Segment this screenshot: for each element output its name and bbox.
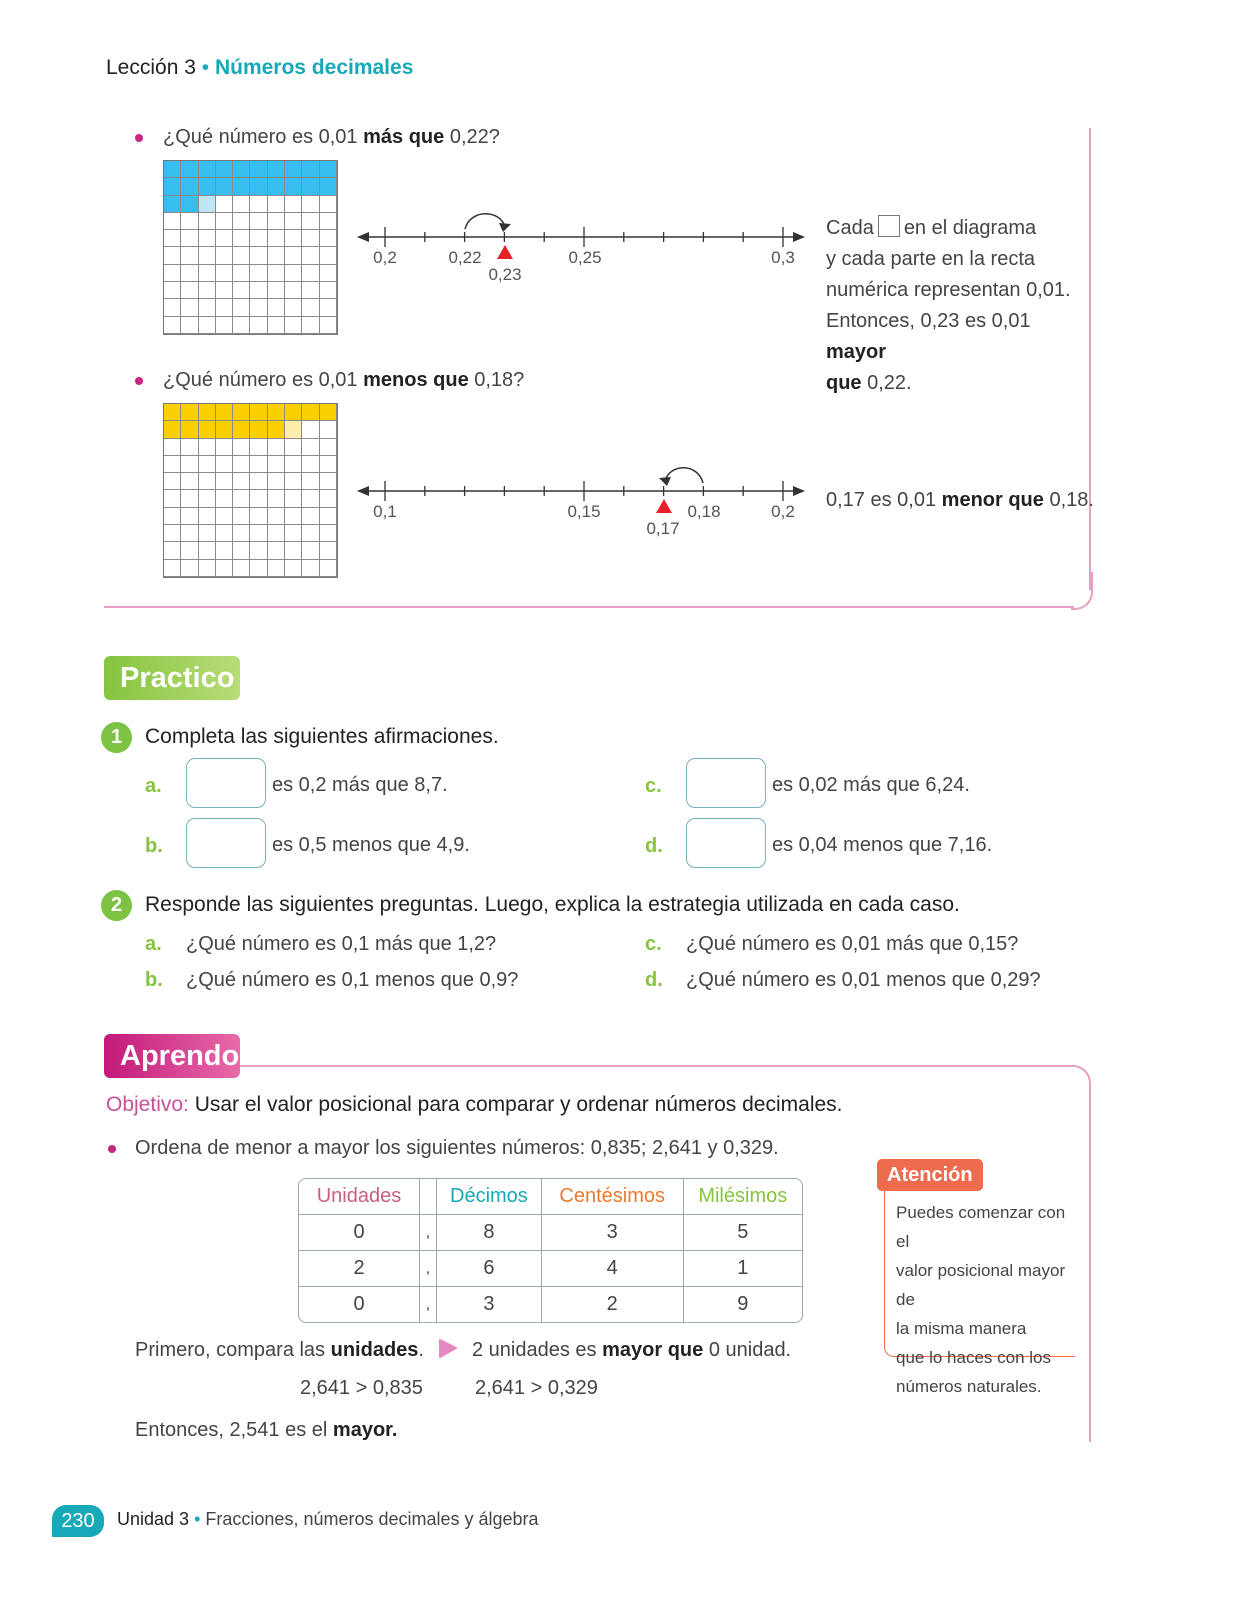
grid-cell <box>216 282 233 299</box>
grid-cell <box>285 282 302 299</box>
lesson-header <box>106 56 413 80</box>
grid-cell <box>233 196 250 213</box>
marker-triangle-icon <box>656 499 672 513</box>
grid-cell <box>199 196 216 213</box>
answer-box-d[interactable] <box>686 818 766 868</box>
grid-cell <box>199 161 216 178</box>
cell: 8 <box>437 1215 542 1251</box>
grid-cell <box>199 282 216 299</box>
number-line-1 <box>355 205 810 290</box>
grid-cell <box>250 299 267 316</box>
grid-cell <box>164 196 181 213</box>
grid-cell <box>285 542 302 559</box>
grid-cell <box>268 456 285 473</box>
grid-cell <box>216 421 233 438</box>
comparison-2: 2,641 > 0,329 <box>475 1377 598 1399</box>
table-row <box>299 1215 802 1251</box>
grid-cell <box>268 317 285 334</box>
nl2-label: 0,2 <box>771 502 795 521</box>
grid-cell <box>285 196 302 213</box>
grid-cell <box>285 317 302 334</box>
attention-text: Puedes comenzar con el valor posicional mayor de la misma manera que lo haces con los números naturales. <box>896 1203 1066 1396</box>
grid-cell <box>216 404 233 421</box>
cell: 4 <box>541 1251 683 1287</box>
grid-cell <box>320 265 337 282</box>
grid-cell <box>268 178 285 195</box>
grid-cell <box>320 178 337 195</box>
grid-cell <box>164 490 181 507</box>
grid-cell <box>250 213 267 230</box>
grid-cell <box>268 265 285 282</box>
grid-cell <box>216 299 233 316</box>
bullet-icon <box>135 134 143 142</box>
jump-arrow-icon <box>665 468 703 483</box>
jump-arrow-icon <box>465 214 505 229</box>
grid-cell <box>268 404 285 421</box>
grid-cell <box>199 317 216 334</box>
grid-cell <box>302 456 319 473</box>
grid-cell <box>164 230 181 247</box>
grid-cell <box>164 525 181 542</box>
comparison-1: 2,641 > 0,835 <box>300 1377 423 1399</box>
ordering-task: Ordena de menor a mayor los siguientes números: 0,835; 2,641 y 0,329. <box>135 1137 779 1159</box>
grid-cell <box>181 560 198 577</box>
frame-bottom-top <box>104 606 1074 608</box>
grid-cell <box>164 421 181 438</box>
grid-cell <box>233 439 250 456</box>
grid-cell <box>164 178 181 195</box>
grid-cell <box>320 282 337 299</box>
grid-cell <box>250 560 267 577</box>
play-arrow-icon <box>437 1338 459 1360</box>
grid-cell <box>302 421 319 438</box>
grid-cell <box>320 213 337 230</box>
exercise2-instruction: Responde las siguientes preguntas. Luego, explica la estrategia utilizada en cada caso. <box>145 893 960 916</box>
grid-cell <box>285 560 302 577</box>
grid-cell <box>199 439 216 456</box>
grid-cell <box>302 178 319 195</box>
grid-cell <box>320 196 337 213</box>
grid-cell <box>164 473 181 490</box>
question-d: ¿Qué número es 0,01 menos que 0,29? <box>686 969 1041 991</box>
grid-cell <box>199 456 216 473</box>
grid-cell <box>250 490 267 507</box>
grid-cell <box>233 490 250 507</box>
grid-cell <box>285 439 302 456</box>
grid-cell <box>302 196 319 213</box>
grid-cell <box>181 317 198 334</box>
grid-cell <box>216 439 233 456</box>
statement-d: es 0,04 menos que 7,16. <box>772 834 993 856</box>
nl2-label: 0,18 <box>687 502 721 521</box>
header-centesimos: Centésimos <box>541 1179 683 1215</box>
frame-right-aprendo <box>1089 1090 1091 1442</box>
grid-cell <box>268 196 285 213</box>
grid-cell <box>268 161 285 178</box>
exercise1-instruction: Completa las siguientes afirmaciones. <box>145 725 499 748</box>
grid-cell <box>285 421 302 438</box>
marker-triangle-icon <box>497 245 513 259</box>
grid-cell <box>320 490 337 507</box>
grid-cell <box>233 473 250 490</box>
grid-cell <box>302 161 319 178</box>
grid-cell <box>233 265 250 282</box>
grid-cell <box>199 404 216 421</box>
grid-cell <box>285 178 302 195</box>
frame-corner-top <box>1071 572 1093 610</box>
grid-cell <box>320 317 337 334</box>
nl2-label: 0,1 <box>373 502 397 521</box>
grid-cell <box>216 178 233 195</box>
nl2-label: 0,15 <box>567 502 601 521</box>
cell: 2 <box>541 1287 683 1323</box>
comma-cell: , <box>420 1215 437 1251</box>
grid-cell <box>233 178 250 195</box>
grid-cell <box>320 404 337 421</box>
grid-cell <box>285 265 302 282</box>
lesson-topic: Números decimales <box>214 56 414 79</box>
statement-c: es 0,02 más que 6,24. <box>772 774 970 796</box>
cell: 0 <box>299 1287 420 1323</box>
comma-cell: , <box>420 1251 437 1287</box>
frame-top-aprendo <box>236 1065 1074 1067</box>
grid-cell <box>320 456 337 473</box>
cell: 3 <box>541 1215 683 1251</box>
grid-cell <box>216 560 233 577</box>
cell: 6 <box>437 1251 542 1287</box>
answer-box-a[interactable] <box>186 758 266 808</box>
grid-cell <box>285 213 302 230</box>
item-letter: b. <box>145 969 163 991</box>
grid-cell <box>233 282 250 299</box>
aprendo-tab: Aprendo <box>104 1034 240 1078</box>
grid-cell <box>250 542 267 559</box>
grid-cell <box>302 230 319 247</box>
grid-cell <box>285 508 302 525</box>
grid-cell <box>250 508 267 525</box>
grid-cell <box>302 508 319 525</box>
footer-text: Unidad 3 • Fracciones, números decimales y álgebra <box>117 1509 539 1529</box>
grid-cell <box>216 456 233 473</box>
grid-cell <box>181 421 198 438</box>
bullet-icon <box>108 1145 116 1153</box>
grid-cell <box>302 404 319 421</box>
nl1-label: 0,25 <box>568 248 602 267</box>
grid-cell <box>216 230 233 247</box>
comma-column <box>420 1179 437 1215</box>
grid-cell <box>285 473 302 490</box>
header-separator: • <box>201 56 210 79</box>
grid-cell <box>233 213 250 230</box>
statement-b: es 0,5 menos que 4,9. <box>272 834 470 856</box>
grid-cell <box>216 317 233 334</box>
grid-cell <box>320 421 337 438</box>
step1: Primero, compara las unidades. <box>135 1339 424 1361</box>
grid-cell <box>320 560 337 577</box>
frame-corner-aprendo <box>1071 1065 1091 1095</box>
grid-cell <box>164 456 181 473</box>
grid-cell <box>302 265 319 282</box>
example1-explanation: Cada en el diagrama y cada parte en la recta numérica representan 0,01. Entonces, 0,23 es 0,01 mayor que 0,22. <box>826 217 1071 394</box>
grid-cell <box>216 265 233 282</box>
grid-cell <box>285 247 302 264</box>
grid-cell <box>302 247 319 264</box>
exercise-number-badge: 1 <box>101 722 132 753</box>
grid-cell <box>216 542 233 559</box>
table-header-row <box>299 1179 802 1215</box>
grid-cell <box>199 421 216 438</box>
grid-cell <box>320 247 337 264</box>
grid-cell <box>268 230 285 247</box>
grid-cell <box>268 525 285 542</box>
grid-cell <box>233 542 250 559</box>
grid-cell <box>216 247 233 264</box>
item-letter: d. <box>645 969 663 991</box>
cell: 9 <box>683 1287 802 1323</box>
grid-cell <box>164 404 181 421</box>
grid-cell <box>199 178 216 195</box>
grid-cell <box>181 299 198 316</box>
grid-cell <box>320 230 337 247</box>
grid-cell <box>199 265 216 282</box>
answer-box-b[interactable] <box>186 818 266 868</box>
grid-cell <box>268 421 285 438</box>
grid-cell <box>164 161 181 178</box>
grid-cell <box>233 317 250 334</box>
grid-cell <box>268 542 285 559</box>
item-letter: a. <box>145 933 162 955</box>
place-value-table <box>298 1178 803 1323</box>
grid-cell <box>302 542 319 559</box>
grid-cell <box>181 439 198 456</box>
grid-cell <box>181 213 198 230</box>
grid-cell <box>164 508 181 525</box>
grid-cell <box>302 560 319 577</box>
grid-cell <box>199 525 216 542</box>
answer-box-c[interactable] <box>686 758 766 808</box>
grid-cell <box>302 213 319 230</box>
grid-cell <box>181 404 198 421</box>
grid-cell <box>199 230 216 247</box>
grid-cell <box>199 490 216 507</box>
grid-cell <box>216 196 233 213</box>
attention-tab: Atención <box>877 1159 983 1191</box>
grid-cell <box>268 299 285 316</box>
conclusion: Entonces, 2,541 es el mayor. <box>135 1419 398 1441</box>
header-milesimos: Milésimos <box>683 1179 802 1215</box>
cell: 5 <box>683 1215 802 1251</box>
grid-cell <box>164 439 181 456</box>
comma-cell: , <box>420 1287 437 1323</box>
cell: 3 <box>437 1287 542 1323</box>
nl1-label: 0,22 <box>448 248 482 267</box>
grid-cell <box>268 213 285 230</box>
grid-cell <box>199 247 216 264</box>
grid-cell <box>216 490 233 507</box>
grid-cell <box>199 299 216 316</box>
grid-cell <box>250 247 267 264</box>
frame-right-top <box>1089 128 1091 590</box>
item-letter: c. <box>645 933 662 955</box>
grid-cell <box>320 473 337 490</box>
practico-tab: Practico <box>104 656 240 700</box>
grid-cell <box>181 247 198 264</box>
item-letter: a. <box>145 775 162 797</box>
example2-question: ¿Qué número es 0,01 menos que 0,18? <box>163 369 525 391</box>
grid-cell <box>216 525 233 542</box>
grid-cell <box>250 456 267 473</box>
grid-cell <box>181 196 198 213</box>
hundred-grid-yellow <box>163 403 338 578</box>
grid-cell <box>199 213 216 230</box>
grid-cell <box>285 456 302 473</box>
grid-cell <box>216 161 233 178</box>
grid-cell <box>181 230 198 247</box>
grid-cell <box>285 404 302 421</box>
item-letter: d. <box>645 835 663 857</box>
bullet-icon <box>135 377 143 385</box>
grid-cell <box>285 230 302 247</box>
grid-cell <box>250 421 267 438</box>
grid-cell <box>233 456 250 473</box>
cell: 1 <box>683 1251 802 1287</box>
nl1-label: 0,23 <box>488 265 522 284</box>
objective: Objetivo: Usar el valor posicional para comparar y ordenar números decimales. <box>106 1093 843 1116</box>
grid-cell <box>199 542 216 559</box>
item-letter: c. <box>645 775 662 797</box>
nl1-label: 0,3 <box>771 248 795 267</box>
grid-cell <box>250 473 267 490</box>
grid-cell <box>199 560 216 577</box>
grid-cell <box>302 282 319 299</box>
grid-cell <box>302 317 319 334</box>
grid-cell <box>199 473 216 490</box>
grid-cell <box>268 508 285 525</box>
grid-cell <box>216 213 233 230</box>
grid-cell <box>233 508 250 525</box>
nl2-label: 0,17 <box>646 519 680 538</box>
grid-cell <box>181 542 198 559</box>
grid-cell <box>268 473 285 490</box>
grid-cell <box>320 161 337 178</box>
grid-cell <box>302 299 319 316</box>
grid-cell <box>250 265 267 282</box>
header-unidades: Unidades <box>299 1179 420 1215</box>
grid-cell <box>181 525 198 542</box>
grid-cell <box>250 230 267 247</box>
statement-a: es 0,2 más que 8,7. <box>272 774 448 796</box>
example2-explanation: 0,17 es 0,01 menor que 0,18. <box>826 489 1094 511</box>
grid-cell <box>250 178 267 195</box>
hundred-grid-blue <box>163 160 338 335</box>
grid-cell <box>164 317 181 334</box>
grid-cell <box>233 404 250 421</box>
grid-cell <box>320 299 337 316</box>
grid-cell <box>302 473 319 490</box>
question-a: ¿Qué número es 0,1 más que 1,2? <box>186 933 497 955</box>
grid-cell <box>233 299 250 316</box>
grid-cell <box>250 196 267 213</box>
grid-cell <box>320 439 337 456</box>
grid-cell <box>164 247 181 264</box>
grid-cell <box>164 265 181 282</box>
grid-cell <box>181 282 198 299</box>
square-icon <box>878 215 900 237</box>
grid-cell <box>285 490 302 507</box>
cell: 0 <box>299 1215 420 1251</box>
grid-cell <box>302 525 319 542</box>
grid-cell <box>285 525 302 542</box>
grid-cell <box>181 456 198 473</box>
grid-cell <box>250 317 267 334</box>
grid-cell <box>216 508 233 525</box>
grid-cell <box>181 265 198 282</box>
grid-cell <box>233 230 250 247</box>
lesson-number: Lección 3 <box>106 56 196 79</box>
grid-cell <box>268 560 285 577</box>
cell: 2 <box>299 1251 420 1287</box>
example1-question: ¿Qué número es 0,01 más que 0,22? <box>163 126 500 148</box>
grid-cell <box>320 525 337 542</box>
grid-cell <box>285 299 302 316</box>
grid-cell <box>302 490 319 507</box>
table-row <box>299 1251 802 1287</box>
grid-cell <box>181 490 198 507</box>
grid-cell <box>268 439 285 456</box>
grid-cell <box>268 247 285 264</box>
grid-cell <box>233 525 250 542</box>
grid-cell <box>164 213 181 230</box>
grid-cell <box>181 508 198 525</box>
grid-cell <box>268 490 285 507</box>
grid-cell <box>302 439 319 456</box>
grid-cell <box>250 439 267 456</box>
step1-result: 2 unidades es mayor que 0 unidad. <box>472 1339 792 1361</box>
grid-cell <box>164 299 181 316</box>
question-b: ¿Qué número es 0,1 menos que 0,9? <box>186 969 519 991</box>
header-decimos: Décimos <box>437 1179 542 1215</box>
table-row <box>299 1287 802 1323</box>
page-number: 230 <box>52 1505 104 1537</box>
grid-cell <box>164 282 181 299</box>
grid-cell <box>233 247 250 264</box>
question-c: ¿Qué número es 0,01 más que 0,15? <box>686 933 1019 955</box>
nl1-label: 0,2 <box>373 248 397 267</box>
item-letter: b. <box>145 835 163 857</box>
grid-cell <box>285 161 302 178</box>
grid-cell <box>233 421 250 438</box>
grid-cell <box>268 282 285 299</box>
grid-cell <box>199 508 216 525</box>
grid-cell <box>164 560 181 577</box>
grid-cell <box>320 508 337 525</box>
grid-cell <box>216 473 233 490</box>
grid-cell <box>233 560 250 577</box>
grid-cell <box>250 404 267 421</box>
grid-cell <box>320 542 337 559</box>
grid-cell <box>233 161 250 178</box>
grid-cell <box>181 178 198 195</box>
grid-cell <box>250 282 267 299</box>
grid-cell <box>250 525 267 542</box>
grid-cell <box>181 161 198 178</box>
grid-cell <box>250 161 267 178</box>
grid-cell <box>181 473 198 490</box>
exercise-number-badge: 2 <box>101 890 132 921</box>
grid-cell <box>164 542 181 559</box>
number-line-2 <box>355 459 810 544</box>
